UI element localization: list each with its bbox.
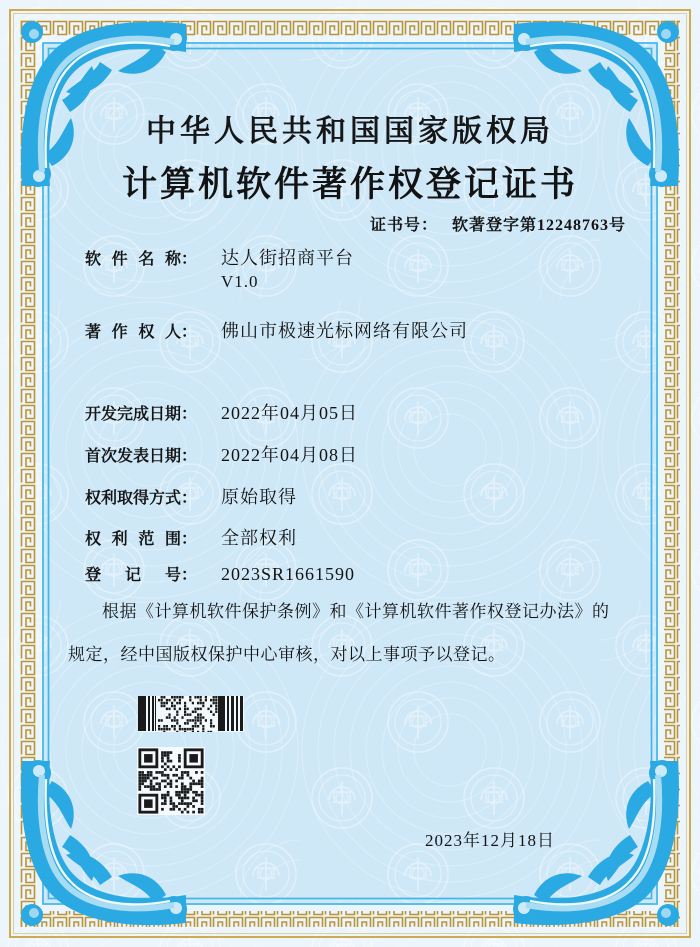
field-label: 软件名称: [85, 251, 181, 268]
certificate-number-label: 证书号：: [369, 217, 438, 234]
field-label: 登记号: [85, 567, 181, 584]
barcode: [138, 696, 244, 732]
field-value: [221, 485, 641, 509]
field-value: [221, 319, 641, 343]
certificate-title: 计算机软件著作权登记证书: [121, 165, 578, 204]
field-row-3: [85, 443, 358, 466]
field-label: 权利范围: [85, 531, 181, 548]
field-row-6: [85, 562, 356, 585]
field-value-line: 2023SR1661590: [221, 564, 356, 584]
field-label: 开发完成日期: [85, 406, 182, 423]
field-value-line: 2022年04月05日: [221, 403, 358, 423]
field-colon: ：: [181, 490, 198, 507]
field-colon: ：: [181, 324, 198, 341]
field-value: [221, 443, 641, 467]
certificate-number-value: 软著登字第12248763号: [451, 217, 626, 234]
field-value: [221, 526, 641, 550]
field-value-line: 2022年04月08日: [221, 445, 358, 465]
field-colon: ：: [181, 448, 198, 465]
statement-line: 规定，经中国版权保护中心审核，对以上事项予以登记。: [68, 645, 506, 664]
field-value-line: V1.0: [221, 272, 259, 291]
certificate-number: [370, 212, 626, 235]
field-colon: ：: [181, 567, 198, 584]
field-row-1: [85, 319, 468, 342]
field-row-4: [85, 485, 297, 508]
field-value: [221, 562, 641, 586]
field-row-2: [85, 401, 358, 424]
field-value-line: 佛山市极速光标网络有限公司: [221, 321, 468, 341]
registration-statement: [68, 590, 624, 676]
field-label: 权利取得方式: [85, 490, 182, 507]
field-label: 首次发表日期: [85, 448, 182, 465]
field-value: [221, 246, 641, 294]
field-row-0: [85, 246, 354, 291]
field-label: 著作权人: [85, 324, 181, 341]
field-value: [221, 401, 641, 425]
field-colon: ：: [181, 251, 198, 268]
issue-date: 2023年12月18日: [425, 831, 555, 850]
field-value-line: 全部权利: [221, 528, 297, 548]
field-colon: ：: [181, 531, 198, 548]
field-value-line: 原始取得: [221, 487, 297, 507]
field-value-line: 达人街招商平台: [221, 248, 354, 268]
qr-code: [137, 747, 205, 815]
field-row-5: [85, 526, 297, 549]
authority-title: 中华人民共和国国家版权局: [146, 115, 554, 148]
field-colon: ：: [181, 406, 198, 423]
statement-line: 根据《计算机软件保护条例》和《计算机软件著作权登记办法》的: [102, 602, 610, 621]
